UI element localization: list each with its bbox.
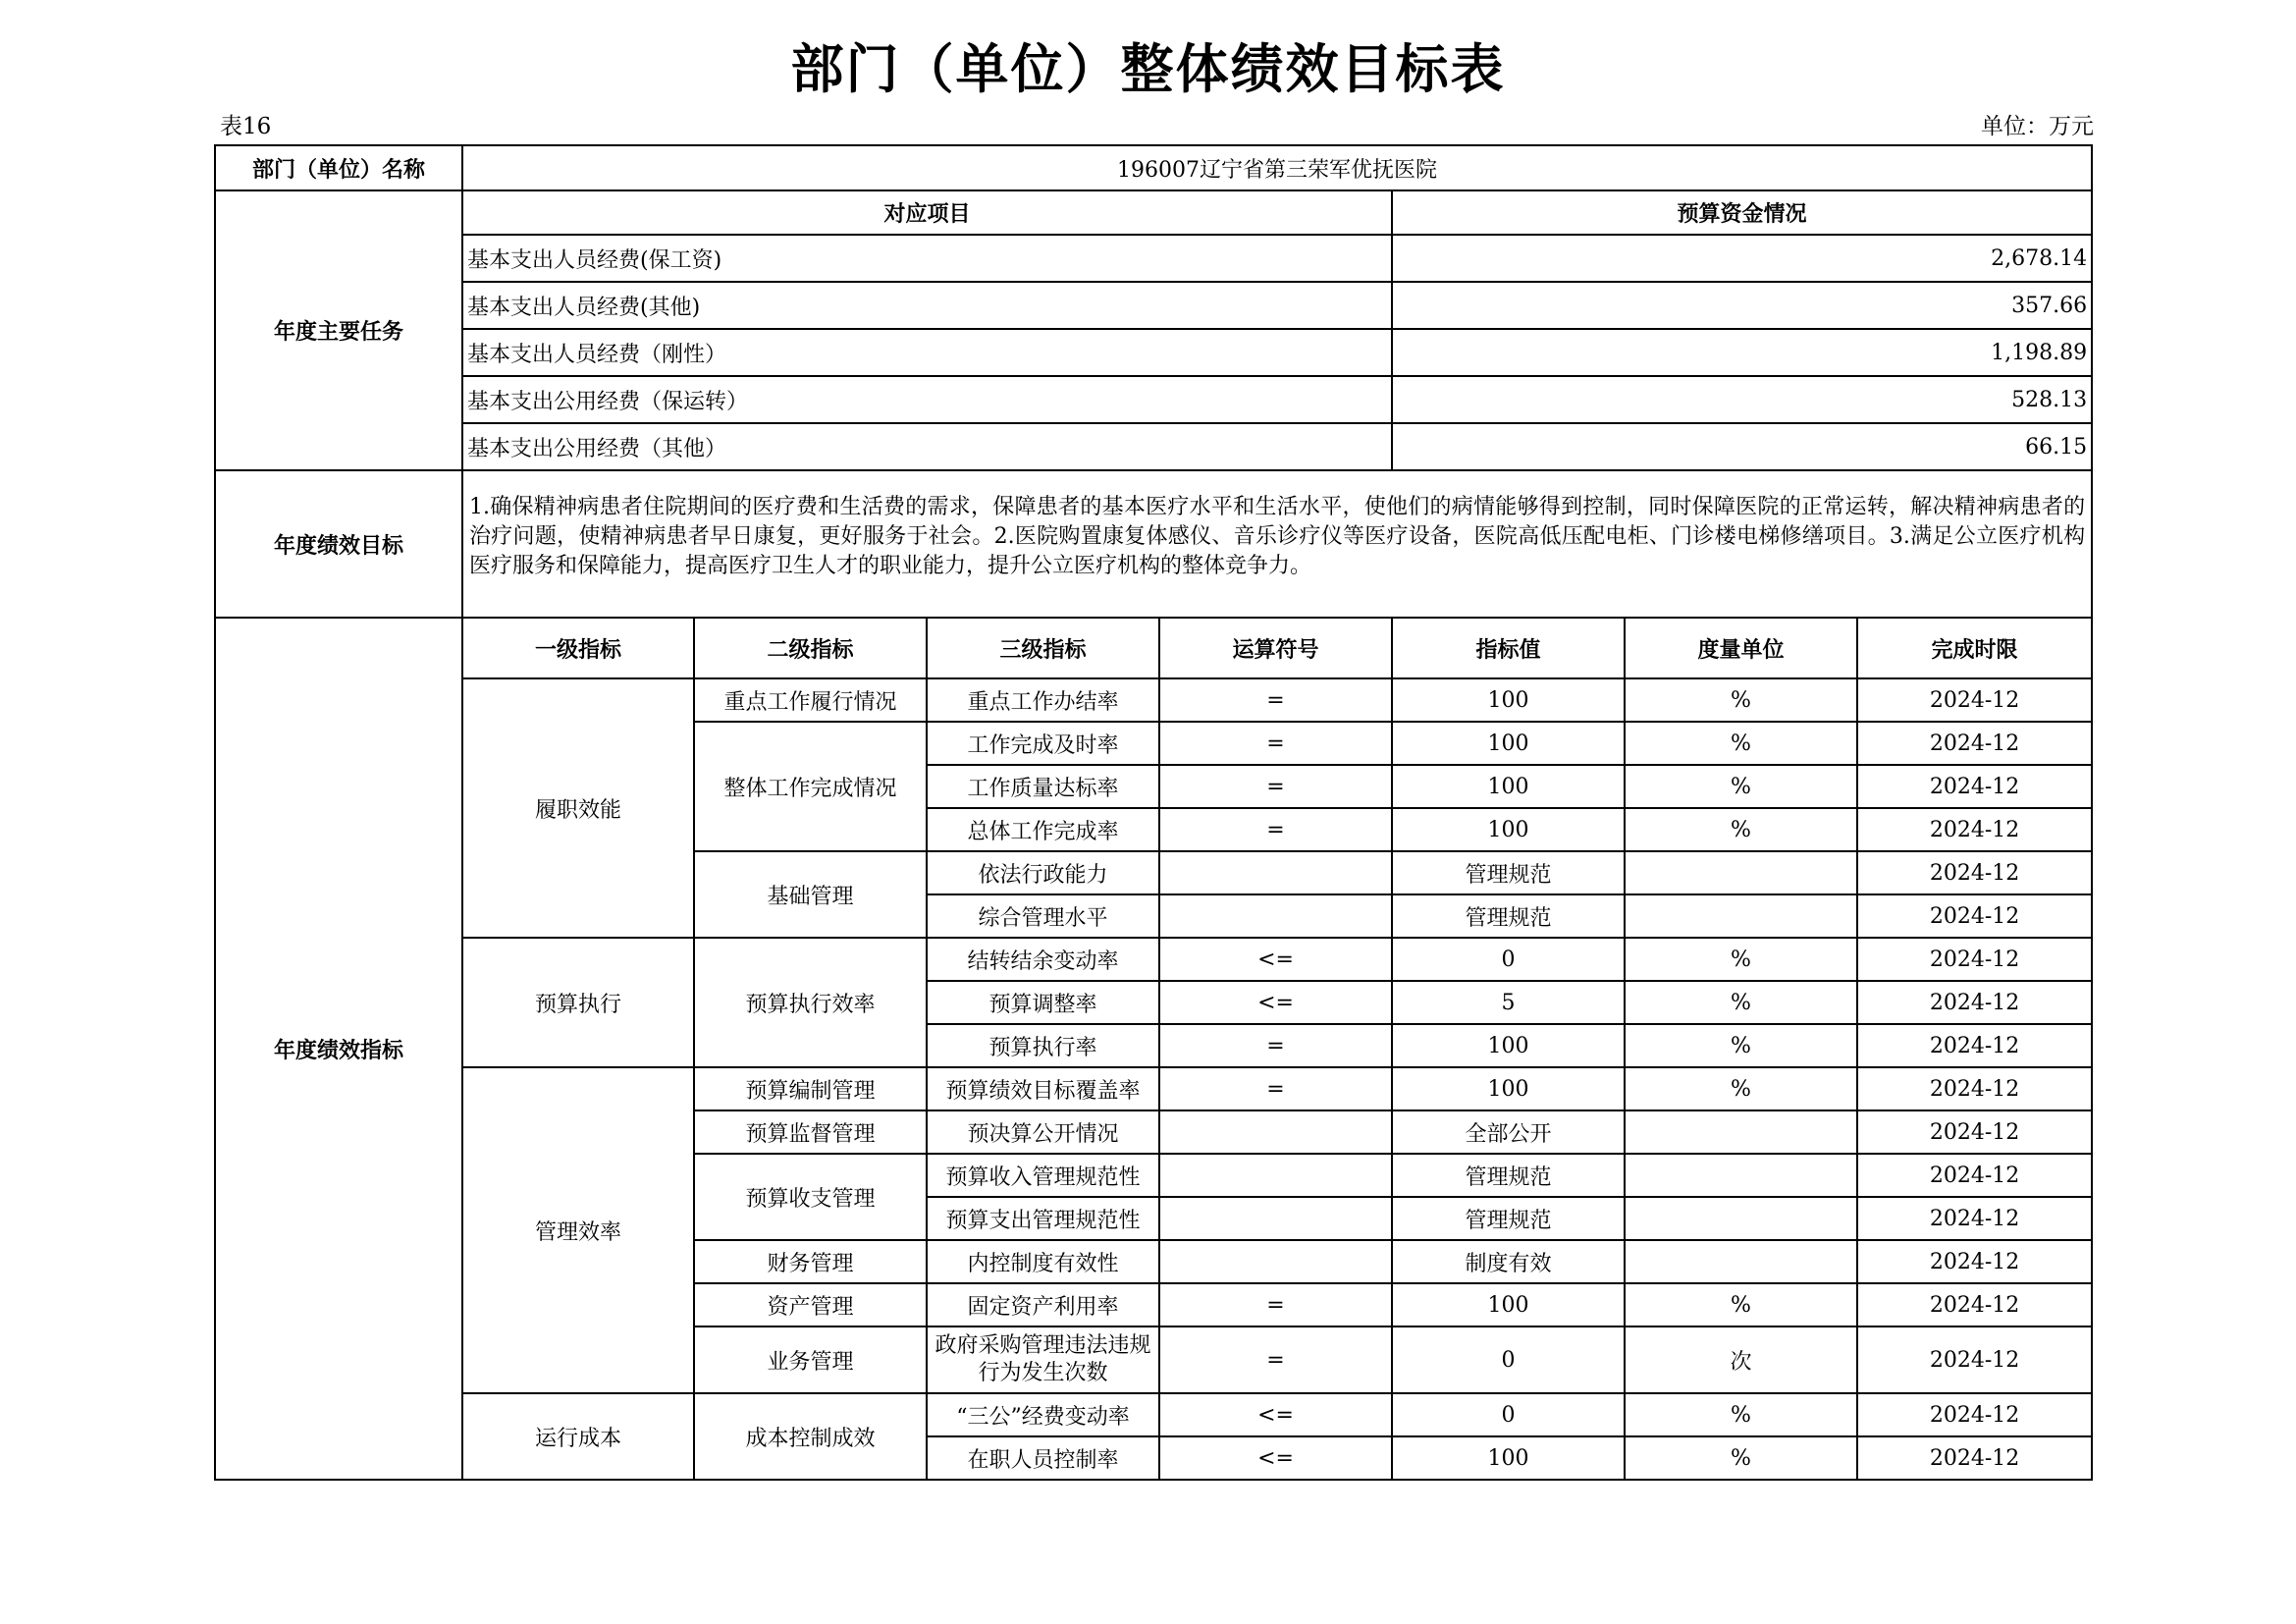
deadline-cell: 2024-12 bbox=[1857, 1326, 2092, 1393]
deadline-cell: 2024-12 bbox=[1857, 938, 2092, 981]
value-cell: 管理规范 bbox=[1392, 851, 1625, 894]
header-l1: 一级指标 bbox=[462, 618, 694, 678]
operator-cell bbox=[1159, 1110, 1392, 1154]
operator-cell bbox=[1159, 1154, 1392, 1197]
deadline-cell: 2024-12 bbox=[1857, 1436, 2092, 1480]
deadline-cell: 2024-12 bbox=[1857, 1393, 2092, 1436]
table-number: 表16 bbox=[220, 114, 272, 139]
task-row bbox=[215, 423, 2092, 470]
dept-label: 部门（单位）名称 bbox=[215, 145, 462, 190]
unit-cell: 次 bbox=[1625, 1326, 1857, 1393]
task-row bbox=[215, 329, 2092, 376]
unit-cell: % bbox=[1625, 1283, 1857, 1326]
operator-cell: = bbox=[1159, 722, 1392, 765]
value-cell: 100 bbox=[1392, 722, 1625, 765]
goal-label: 年度绩效目标 bbox=[215, 470, 462, 618]
value-cell: 0 bbox=[1392, 1393, 1625, 1436]
operator-cell: = bbox=[1159, 808, 1392, 851]
tasks-col-project: 对应项目 bbox=[462, 190, 1392, 235]
value-cell: 管理规范 bbox=[1392, 1197, 1625, 1240]
deadline-cell: 2024-12 bbox=[1857, 1240, 2092, 1283]
l3-cell: 重点工作办结率 bbox=[927, 678, 1159, 722]
task-project: 基本支出人员经费(其他) bbox=[462, 282, 1392, 329]
l3-cell: 预算支出管理规范性 bbox=[927, 1197, 1159, 1240]
indicator-row bbox=[215, 678, 2092, 722]
value-cell: 100 bbox=[1392, 765, 1625, 808]
header-value: 指标值 bbox=[1392, 618, 1625, 678]
l3-cell: 工作质量达标率 bbox=[927, 765, 1159, 808]
indicator-row bbox=[215, 1393, 2092, 1436]
operator-cell: <= bbox=[1159, 938, 1392, 981]
l3-cell: 预算收入管理规范性 bbox=[927, 1154, 1159, 1197]
value-cell: 100 bbox=[1392, 808, 1625, 851]
l3-cell: 预算执行率 bbox=[927, 1024, 1159, 1067]
operator-cell bbox=[1159, 851, 1392, 894]
unit-cell bbox=[1625, 894, 1857, 938]
unit-cell bbox=[1625, 1110, 1857, 1154]
header-unit: 度量单位 bbox=[1625, 618, 1857, 678]
unit-cell bbox=[1625, 1240, 1857, 1283]
deadline-cell: 2024-12 bbox=[1857, 765, 2092, 808]
indicator-row bbox=[215, 938, 2092, 981]
deadline-cell: 2024-12 bbox=[1857, 1024, 2092, 1067]
task-project: 基本支出公用经费（保运转） bbox=[462, 376, 1392, 423]
l3-cell: 政府采购管理违法违规行为发生次数 bbox=[927, 1326, 1159, 1393]
deadline-cell: 2024-12 bbox=[1857, 981, 2092, 1024]
unit-cell: % bbox=[1625, 808, 1857, 851]
unit-cell bbox=[1625, 1197, 1857, 1240]
page-title: 部门（单位）整体绩效目标表 bbox=[790, 38, 1506, 100]
value-cell: 100 bbox=[1392, 1024, 1625, 1067]
l2-cell: 重点工作履行情况 bbox=[694, 678, 927, 722]
task-amount: 66.15 bbox=[1392, 423, 2092, 470]
unit-cell: % bbox=[1625, 1436, 1857, 1480]
l3-cell: 预算绩效目标覆盖率 bbox=[927, 1067, 1159, 1110]
task-amount: 1,198.89 bbox=[1392, 329, 2092, 376]
l3-cell: 预算调整率 bbox=[927, 981, 1159, 1024]
value-cell: 制度有效 bbox=[1392, 1240, 1625, 1283]
deadline-cell: 2024-12 bbox=[1857, 1154, 2092, 1197]
unit-cell: % bbox=[1625, 722, 1857, 765]
unit-cell: % bbox=[1625, 1067, 1857, 1110]
unit-cell bbox=[1625, 1154, 1857, 1197]
unit-cell: % bbox=[1625, 765, 1857, 808]
operator-cell: = bbox=[1159, 1024, 1392, 1067]
value-cell: 全部公开 bbox=[1392, 1110, 1625, 1154]
goal-text: 1.确保精神病患者住院期间的医疗费和生活费的需求，保障患者的基本医疗水平和生活水平，使他们的病情能够得到控制，同时保障医院的正常运转，解决精神病患者的治疗问题，使精神病患者早日康复，更好服务于社会。2.医院购置康复体感仪、音乐诊疗仪等医疗设备，医院高低压配电柜、门诊楼电梯修缮项目。3.满足公立医疗机构医疗服务和保障能力，提高医疗卫生人才的职业能力，提升公立医疗机构的整体竞争力。 bbox=[462, 470, 2092, 618]
value-cell: 100 bbox=[1392, 1067, 1625, 1110]
indicators-label: 年度绩效指标 bbox=[215, 618, 462, 1480]
dept-value: 196007辽宁省第三荣军优抚医院 bbox=[462, 145, 2092, 190]
deadline-cell: 2024-12 bbox=[1857, 678, 2092, 722]
l2-cell: 财务管理 bbox=[694, 1240, 927, 1283]
unit-cell: % bbox=[1625, 981, 1857, 1024]
operator-cell: = bbox=[1159, 765, 1392, 808]
value-cell: 100 bbox=[1392, 1283, 1625, 1326]
l2-cell: 预算收支管理 bbox=[694, 1154, 927, 1240]
l3-cell: 内控制度有效性 bbox=[927, 1240, 1159, 1283]
value-cell: 0 bbox=[1392, 938, 1625, 981]
value-cell: 0 bbox=[1392, 1326, 1625, 1393]
header-operator: 运算符号 bbox=[1159, 618, 1392, 678]
l2-cell: 资产管理 bbox=[694, 1283, 927, 1326]
l1-cell: 履职效能 bbox=[462, 678, 694, 938]
l3-cell: 依法行政能力 bbox=[927, 851, 1159, 894]
operator-cell: = bbox=[1159, 1067, 1392, 1110]
task-row bbox=[215, 282, 2092, 329]
l2-cell: 基础管理 bbox=[694, 851, 927, 938]
unit-cell: % bbox=[1625, 1393, 1857, 1436]
value-cell: 100 bbox=[1392, 678, 1625, 722]
task-amount: 2,678.14 bbox=[1392, 235, 2092, 282]
deadline-cell: 2024-12 bbox=[1857, 808, 2092, 851]
unit-cell: % bbox=[1625, 938, 1857, 981]
l3-cell: 综合管理水平 bbox=[927, 894, 1159, 938]
l2-cell: 预算监督管理 bbox=[694, 1110, 927, 1154]
deadline-cell: 2024-12 bbox=[1857, 1283, 2092, 1326]
l1-cell: 管理效率 bbox=[462, 1067, 694, 1393]
header-deadline: 完成时限 bbox=[1857, 618, 2092, 678]
unit-label: 单位：万元 bbox=[1981, 114, 2094, 139]
value-cell: 100 bbox=[1392, 1436, 1625, 1480]
operator-cell: = bbox=[1159, 678, 1392, 722]
deadline-cell: 2024-12 bbox=[1857, 1067, 2092, 1110]
operator-cell bbox=[1159, 1240, 1392, 1283]
operator-cell: <= bbox=[1159, 1393, 1392, 1436]
unit-cell bbox=[1625, 851, 1857, 894]
value-cell: 管理规范 bbox=[1392, 1154, 1625, 1197]
task-project: 基本支出人员经费(保工资) bbox=[462, 235, 1392, 282]
operator-cell bbox=[1159, 1197, 1392, 1240]
header-l2: 二级指标 bbox=[694, 618, 927, 678]
deadline-cell: 2024-12 bbox=[1857, 894, 2092, 938]
deadline-cell: 2024-12 bbox=[1857, 722, 2092, 765]
task-project: 基本支出公用经费（其他） bbox=[462, 423, 1392, 470]
operator-cell: <= bbox=[1159, 1436, 1392, 1480]
operator-cell: = bbox=[1159, 1283, 1392, 1326]
value-cell: 5 bbox=[1392, 981, 1625, 1024]
task-row bbox=[215, 376, 2092, 423]
operator-cell: = bbox=[1159, 1326, 1392, 1393]
deadline-cell: 2024-12 bbox=[1857, 851, 2092, 894]
operator-cell: <= bbox=[1159, 981, 1392, 1024]
l3-cell: 固定资产利用率 bbox=[927, 1283, 1159, 1326]
l1-cell: 运行成本 bbox=[462, 1393, 694, 1480]
value-cell: 管理规范 bbox=[1392, 894, 1625, 938]
tasks-label: 年度主要任务 bbox=[215, 190, 462, 470]
indicator-row bbox=[215, 1067, 2092, 1110]
operator-cell bbox=[1159, 894, 1392, 938]
header-l3: 三级指标 bbox=[927, 618, 1159, 678]
l1-cell: 预算执行 bbox=[462, 938, 694, 1067]
l2-cell: 业务管理 bbox=[694, 1326, 927, 1393]
l3-cell: 在职人员控制率 bbox=[927, 1436, 1159, 1480]
l2-cell: 预算编制管理 bbox=[694, 1067, 927, 1110]
l2-cell: 预算执行效率 bbox=[694, 938, 927, 1067]
l3-cell: 预决算公开情况 bbox=[927, 1110, 1159, 1154]
tasks-col-budget: 预算资金情况 bbox=[1392, 190, 2092, 235]
l3-cell: 总体工作完成率 bbox=[927, 808, 1159, 851]
deadline-cell: 2024-12 bbox=[1857, 1110, 2092, 1154]
performance-table bbox=[214, 144, 2093, 1481]
l3-cell: “三公”经费变动率 bbox=[927, 1393, 1159, 1436]
task-row bbox=[215, 235, 2092, 282]
l3-cell: 结转结余变动率 bbox=[927, 938, 1159, 981]
l2-cell: 整体工作完成情况 bbox=[694, 722, 927, 851]
unit-cell: % bbox=[1625, 678, 1857, 722]
task-amount: 528.13 bbox=[1392, 376, 2092, 423]
task-project: 基本支出人员经费（刚性） bbox=[462, 329, 1392, 376]
l3-cell: 工作完成及时率 bbox=[927, 722, 1159, 765]
task-amount: 357.66 bbox=[1392, 282, 2092, 329]
l2-cell: 成本控制成效 bbox=[694, 1393, 927, 1480]
unit-cell: % bbox=[1625, 1024, 1857, 1067]
deadline-cell: 2024-12 bbox=[1857, 1197, 2092, 1240]
